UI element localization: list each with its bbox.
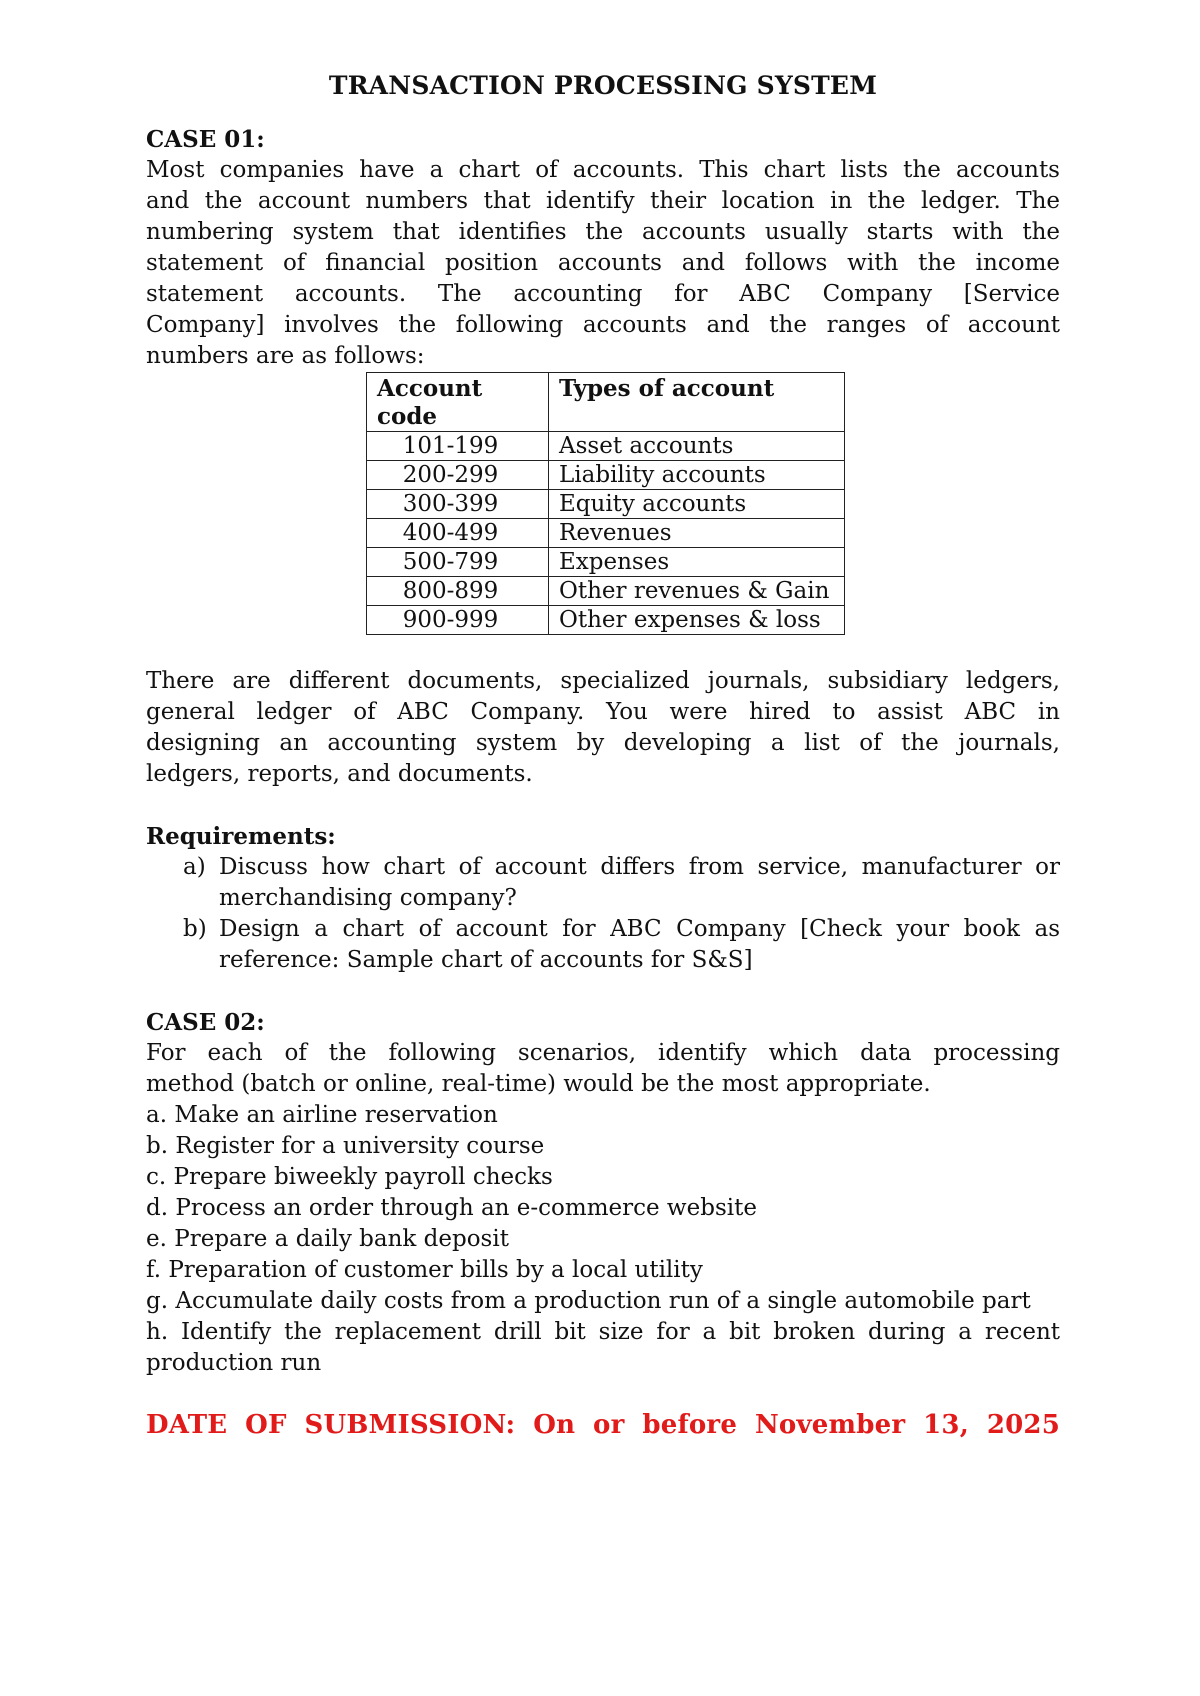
case2-heading: CASE 02:: [146, 1009, 265, 1036]
text-line: method (batch or online, real-time) would be the most appropriate.: [146, 1071, 931, 1097]
column-header-account-code: Account code: [367, 373, 549, 432]
list-item: d. Process an order through an e-commerce website: [146, 1195, 757, 1221]
text-line: statement accounts. The accounting for ABC Company [Service: [146, 281, 1060, 307]
table-row: [367, 490, 845, 519]
account-code-table: [366, 372, 845, 635]
list-item: e. Prepare a daily bank deposit: [146, 1226, 509, 1252]
account-code-cell: 500-799: [367, 548, 549, 577]
account-code-cell: 900-999: [367, 606, 549, 635]
list-item-text: Design a chart of account for ABC Company [Check your book as reference: Sample chart of accounts for S&S]: [219, 916, 1060, 973]
spacer: [146, 976, 1060, 1007]
account-code-cell: 800-899: [367, 577, 549, 606]
column-header-types-of-account: Types of account: [549, 373, 845, 432]
account-type-cell: Expenses: [549, 548, 845, 577]
text-line: numbering system that identifies the accounts usually starts with the: [146, 219, 1060, 245]
list-item: [146, 852, 1060, 914]
account-type-cell: Revenues: [549, 519, 845, 548]
list-item: g. Accumulate daily costs from a production run of a single automobile part: [146, 1288, 1031, 1314]
text-line: There are different documents, specialized journals, subsidiary ledgers,: [146, 668, 1060, 694]
list-item: f. Preparation of customer bills by a local utility: [146, 1257, 703, 1283]
text-line: Most companies have a chart of accounts. This chart lists the accounts: [146, 157, 1060, 183]
list-item: c. Prepare biweekly payroll checks: [146, 1164, 553, 1190]
table-header-row: [367, 373, 845, 432]
text-line: ledgers, reports, and documents.: [146, 761, 533, 787]
list-item: h. Identify the replacement drill bit size for a bit broken during a recent production run: [146, 1319, 1060, 1376]
case1-heading: CASE 01:: [146, 126, 265, 153]
text-line: and the account numbers that identify their location in the ledger. The: [146, 188, 1060, 214]
account-type-cell: Other revenues & Gain: [549, 577, 845, 606]
table-row: [367, 519, 845, 548]
table-row: [367, 606, 845, 635]
text-line: statement of financial position accounts and follows with the income: [146, 250, 1060, 276]
table-row: [367, 548, 845, 577]
text-line: Company] involves the following accounts and the ranges of account: [146, 312, 1060, 338]
text-line: general ledger of ABC Company. You were hired to assist ABC in: [146, 699, 1060, 725]
text-line: For each of the following scenarios, identify which data processing: [146, 1040, 1060, 1066]
list-marker: b): [183, 916, 207, 942]
spacer: [146, 790, 1060, 821]
list-item: a. Make an airline reservation: [146, 1102, 498, 1128]
case2-section: [146, 1007, 1060, 1379]
list-marker: a): [183, 854, 206, 880]
submission-deadline: DATE OF SUBMISSION: On or before November 13, 2025: [146, 1410, 1060, 1440]
account-type-cell: Asset accounts: [549, 432, 845, 461]
requirements-heading: Requirements:: [146, 823, 336, 850]
case1-intro: [146, 155, 1060, 372]
account-type-cell: Liability accounts: [549, 461, 845, 490]
list-item: b. Register for a university course: [146, 1133, 545, 1159]
table-row: [367, 461, 845, 490]
text-line: numbers are as follows:: [146, 343, 425, 369]
case1-body: [146, 666, 1060, 790]
table-row: [367, 577, 845, 606]
account-type-cell: Equity accounts: [549, 490, 845, 519]
document-content: [146, 70, 1060, 1441]
account-code-cell: 101-199: [367, 432, 549, 461]
spacer: [146, 635, 1060, 666]
account-type-cell: Other expenses & loss: [549, 606, 845, 635]
spacer: [146, 1379, 1060, 1410]
list-item: [146, 914, 1060, 976]
account-code-cell: 400-499: [367, 519, 549, 548]
page-title: TRANSACTION PROCESSING SYSTEM: [328, 71, 878, 100]
list-item-text: Discuss how chart of account differs from service, manufacturer or merchandising company?: [219, 854, 1060, 911]
account-code-cell: 200-299: [367, 461, 549, 490]
requirements-list: [146, 852, 1060, 976]
text-line: designing an accounting system by developing a list of the journals,: [146, 730, 1060, 756]
account-code-cell: 300-399: [367, 490, 549, 519]
table-row: [367, 432, 845, 461]
